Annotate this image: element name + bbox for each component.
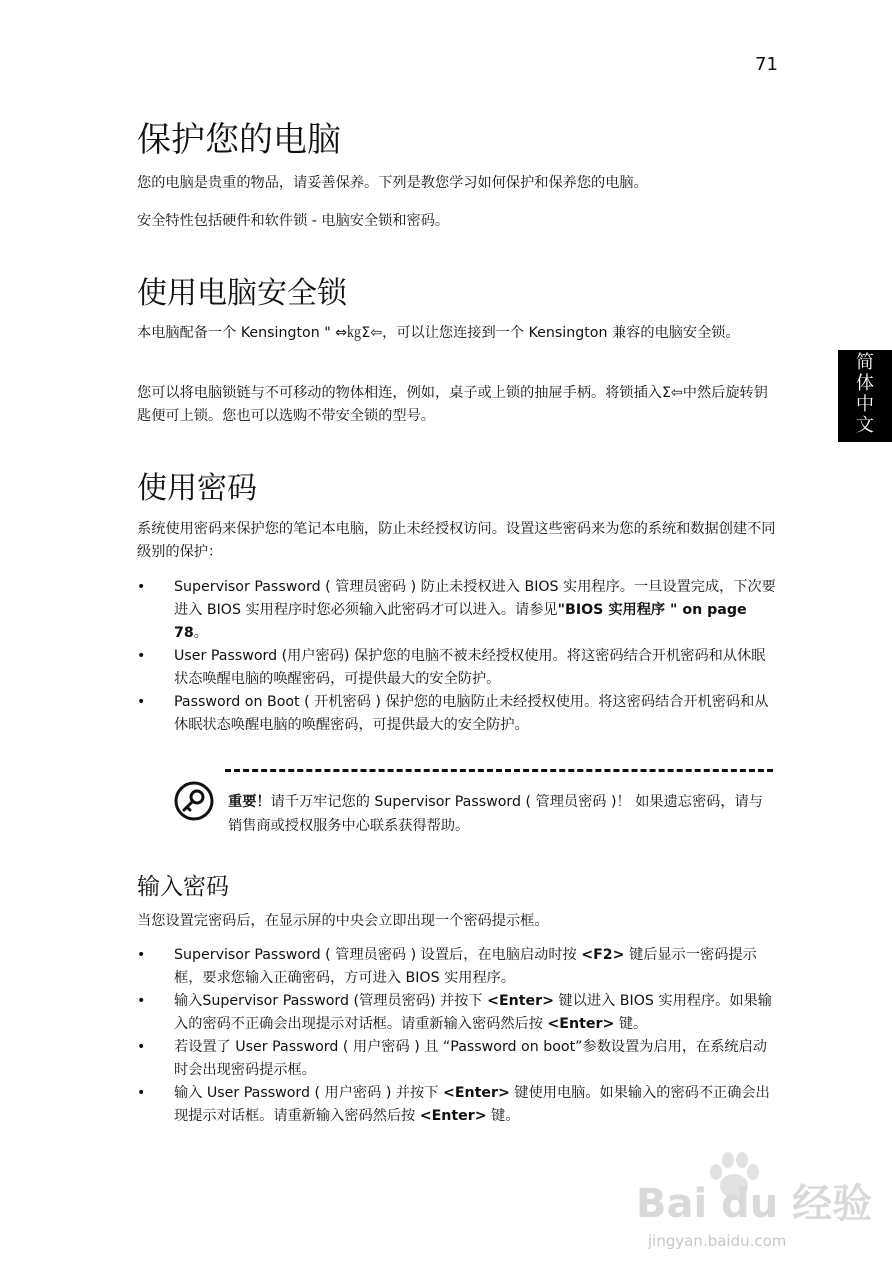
key-label: <Enter> [442,1085,510,1101]
section3-intro: 系统使用密码来保护您的笔记本电脑，防止未经授权访问。设置这些密码来为您的系统和数据创建不同级别的保护： [137,521,776,560]
language-tab [838,350,892,442]
list-item-end: 。 [193,625,208,641]
section1-paragraph-2: 安全特性包括硬件和软件锁 - 电脑安全锁和密码。 [137,213,450,229]
key-icon [173,780,215,822]
baidu-watermark [632,1150,882,1270]
page-number: 71 [755,54,778,75]
list-item [137,576,777,645]
list-item-text: 输入Supervisor Password (管理员密码) 并按下 [174,993,488,1009]
list-item-text: Supervisor Password ( 管理员密码 ) 设置后，在电脑启动时按 [174,947,582,963]
list-item-text: 键使用电脑。如果输入的密码不正确会出现提示对话框。请重新输入密码然后按 [174,1085,770,1124]
bullet: • [137,694,146,710]
key-label: <Enter> [419,1108,487,1124]
note-divider [225,769,773,772]
list-item-text: 输入 User Password ( 用户密码 ) 并按下 [174,1085,443,1101]
list-item [137,944,777,990]
section4-intro: 当您设置完密码后，在显示屏的中央会立即出现一个密码提示框。 [137,913,549,929]
list-item [137,1082,777,1128]
bullet: • [137,1039,146,1055]
list-item-text: 若设置了 User Password ( 用户密码 ) 且 “Password on boot”参数设置为启用，在系统启动时会出现密码提示框。 [174,1039,767,1078]
list-item-text: Password on Boot ( 开机密码 ) 保护您的电脑防止未经授权使用。将这密码结合开机密码和从休眠状态唤醒电脑的唤醒密码，可提供最大的安全防护。 [174,694,769,733]
language-tab-char: 中 [856,394,874,415]
list-item-text: 键后显示一密码提示框，要求您输入正确密码，方可进入 BIOS 实用程序。 [174,947,757,986]
list-item-text: Supervisor Password ( 管理员密码 ) 防止未授权进入 BIOS 实用程序。一旦设置完成，下次要进入 BIOS 实用程序时您必须输入此密码才可以进入。请参见 [174,579,776,618]
important-note [228,790,773,838]
section2-paragraph-2: 您可以将电脑锁链与不可移动的物体相连，例如，桌子或上锁的抽屉手柄。将锁插入Σ⇦中然后旋转钥匙便可上锁。您也可以选购不带安全锁的型号。 [137,385,768,424]
key-label: <Enter> [547,1016,615,1032]
list-item-text: 键。 [614,1016,648,1032]
bullet: • [137,648,146,664]
list-item-text: 键以进入 BIOS 实用程序。如果输入的密码不正确会出现提示对话框。请重新输入密码然后按 [174,993,772,1032]
key-label: <Enter> [487,993,555,1009]
language-tab-char: 体 [856,373,874,394]
list-item-text: User Password (用户密码) 保护您的电脑不被未经授权使用。将这密码结合开机密码和从休眠状态唤醒电脑的唤醒密码，可提供最大的安全防护。 [174,648,766,687]
note-label: 重要！ [228,794,271,810]
section-title-protect: 保护您的电脑 [137,120,341,160]
section2-paragraph-1: 本电脑配备一个 Kensington " ⇔㎏Σ⇦，可以让您连接到一个 Kensington 兼容的电脑安全锁。 [137,325,740,341]
bullet: • [137,579,146,595]
bullet: • [137,993,146,1009]
cross-reference-link[interactable]: "BIOS 实用程序 " on page 78 [174,602,747,641]
language-tab-char: 文 [856,415,874,436]
bullet: • [137,1085,146,1101]
list-item [137,1036,777,1082]
list-item [137,645,777,691]
section-title-lock: 使用电脑安全锁 [137,276,347,311]
bullet: • [137,947,146,963]
language-tab-char: 简 [856,352,874,373]
password-types-list [137,576,777,737]
enter-password-list [137,944,777,1128]
key-label: <F2> [581,947,625,963]
section-title-password: 使用密码 [137,471,257,506]
list-item-text: 键。 [486,1108,520,1124]
watermark-brand: Bai du 经验 [636,1181,873,1227]
section1-paragraph-1: 您的电脑是贵重的物品，请妥善保养。下列是教您学习如何保护和保养您的电脑。 [137,175,648,191]
note-body: 请千万牢记您的 Supervisor Password ( 管理员密码 )！ 如果遗忘密码，请与销售商或授权服务中心联系获得帮助。 [228,794,763,834]
list-item [137,990,777,1036]
watermark-url: jingyan.baidu.com [648,1232,787,1250]
list-item [137,691,777,737]
section-title-enter-password: 输入密码 [137,874,229,900]
